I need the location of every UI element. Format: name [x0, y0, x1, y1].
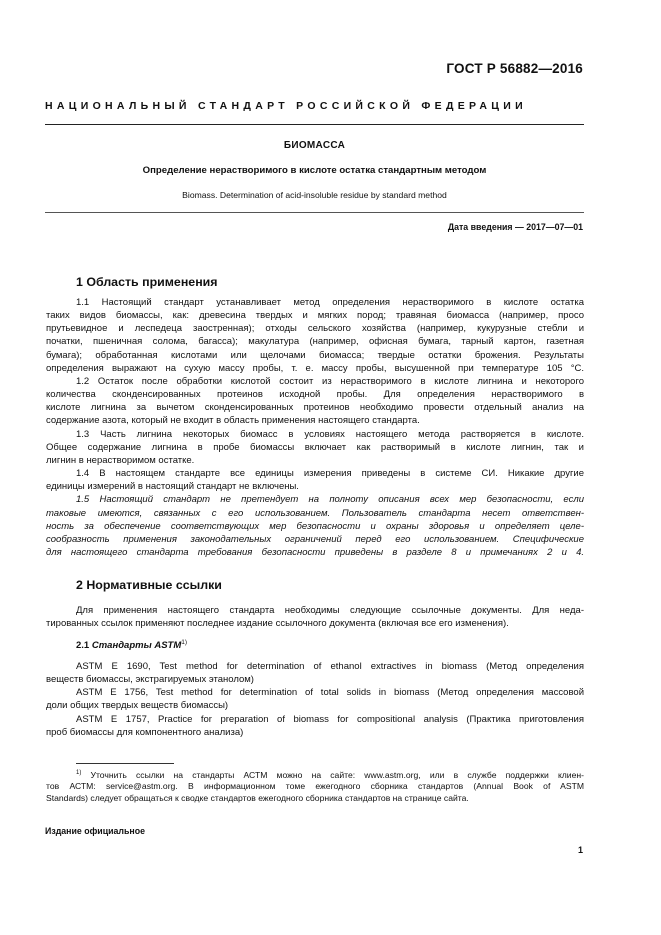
text-line: определения выражают на сухую массу пробы, т. е. массу пробы, высушенной при температуре 105 °С.: [46, 362, 584, 374]
text-line: таких видов биомассы, как: древесина твердых и мягких пород; травяная биомасса (например, просо: [46, 310, 584, 322]
section-2-heading: 2 Нормативные ссылки: [76, 578, 222, 592]
astm-reference-list: [46, 660, 584, 739]
text-line: Для применения настоящего стандарта необходимы следующие ссылочные документы. Для недa-: [76, 605, 584, 616]
text-line: содержание азота, который не входит в область применения настоящего стандарта.: [46, 415, 420, 427]
reference-item: [46, 713, 584, 739]
document-subtitle: Определение нерастворимого в кислоте остатка стандартным методом: [142, 165, 487, 176]
national-standard-banner: НАЦИОНАЛЬНЫЙ СТАНДАРТ РОССИЙСКОЙ ФЕДЕРАЦИИ: [45, 100, 527, 112]
text-line: лигнин в нерастворимом остатке.: [46, 454, 195, 466]
text-line: ASTM E 1690, Test method for determination of ethanol extractives in biomass (Метод определения: [76, 661, 584, 672]
top-divider: [45, 124, 584, 125]
text-line: 1.3 Часть лигнина некоторых биомасс в условиях настоящего метода растворяется в кислоте.: [76, 428, 584, 440]
document-title: БИОМАССА: [283, 140, 346, 151]
english-title: Biomass. Determination of acid-insoluble residue by standard method: [182, 190, 447, 200]
text-line: ASTM E 1757, Practice for preparation of biomass for compositional analysis (Практика приготовления: [76, 713, 584, 725]
text-line: кислоте лигнина за вычетом сконденсированных протеинов необходимо провести отдельный анализ на: [46, 402, 584, 414]
paragraph-1-2: [46, 375, 584, 428]
text-line: тированных ссылок применяют последнее издание ссылочного документа (включая все его изменения).: [46, 618, 509, 630]
paragraph-1-1: [46, 296, 584, 375]
effective-date: Дата введения — 2017—07—01: [447, 222, 583, 232]
text-line: 1.2 Остаток после обработки кислотой состоит из нерастворимого в кислоте лигнина и некоторого: [76, 375, 584, 387]
footnote: [46, 768, 584, 805]
text-line: доли общих твердых веществ биомассы): [46, 700, 229, 712]
section-1-heading: 1 Область применения: [76, 275, 218, 289]
text-line: количества сконденсированных протеинов исходной пробы. Для определения нерастворимого в: [46, 389, 584, 401]
section-2-intro: [46, 604, 584, 630]
text-line: початки, пшеничная солома, багасса); макулатура (например, офисная бумага, тарный картон, газетная: [46, 336, 584, 348]
reference-item: [46, 686, 584, 712]
footnote-line: [76, 768, 584, 781]
text-line: ность за обеспечение соответствующих мер безопасности и охраны здоровья и определяет целе-: [46, 520, 584, 532]
text-line: бумага); обработанная кислотами или щелочами биомасса; твердые остатки брожения. Результаты: [46, 349, 584, 361]
paragraph-1-4: [46, 467, 584, 493]
footnote-line: тов АСТМ: service@astm.org. В информационном томе ежегодного сборника стандартов (Annual Book of ASTM: [46, 781, 584, 792]
official-edition-label: Издание официальное: [45, 826, 145, 836]
footnote-mark: 1): [76, 770, 82, 776]
footnote-marker: 1): [181, 639, 188, 646]
text-line: 1.4 В настоящем стандарте все единицы измерения приведены в системе СИ. Никакие другие: [76, 468, 584, 480]
text-line: единицы измерений в настоящий стандарт не включены.: [46, 481, 299, 493]
subsection-2-1-heading: [76, 639, 187, 651]
section-1-body: [46, 296, 584, 559]
document-number: ГОСТ Р 56882—2016: [446, 61, 583, 76]
footnote-divider: [76, 763, 174, 764]
text-line: прутьевидное и леспедеца заостренная); отходы сельского хозяйства (например, кукурузные стебли и: [46, 323, 584, 335]
subsection-number: 2.1: [76, 640, 92, 652]
reference-item: [46, 660, 584, 686]
footnote-text: Уточнить ссылки на стандарты АСТМ можно на сайте: www.astm.org, или в службе поддержки клиен-: [81, 769, 584, 780]
page-number: 1: [577, 845, 583, 855]
text-line: Общее содержание лигнина в пробе биомассы включает как растворимый в кислоте лигнин, так и: [46, 441, 584, 453]
subsection-title: Стандарты ASTM: [91, 640, 182, 652]
footnote-line: Standards) следует обращаться к сводке стандартов ежегодного сборника стандартов на странице сайта.: [46, 793, 469, 804]
text-line: 1.1 Настоящий стандарт устанавливает метод определения нерастворимого в кислоте остатка: [76, 297, 584, 308]
paragraph-1-3: [46, 428, 584, 467]
text-line: веществ биомассы, экстрагируемых этанолом): [46, 674, 254, 686]
text-line: для настоящего стандарта требования безопасности приведены в разделе 8 и примечаниях 2 и 4.: [46, 546, 584, 558]
paragraph-1-5: [46, 493, 584, 559]
text-line: сообразность применения законодательных ограничений перед его использованием. Специфические: [46, 533, 584, 545]
title-divider: [45, 212, 584, 213]
text-line: проб биомассы для компонентного анализа): [46, 726, 244, 738]
text-line: ASTM E 1756, Test method for determination of total solids in biomass (Метод определения массовой: [76, 687, 584, 699]
text-line: таковые имеются, связанных с его использованием. Пользователь стандарта несет ответствен-: [46, 507, 584, 519]
text-line: 1.5 Настоящий стандарт не претендует на полноту описания всех мер безопасности, если: [76, 494, 584, 506]
